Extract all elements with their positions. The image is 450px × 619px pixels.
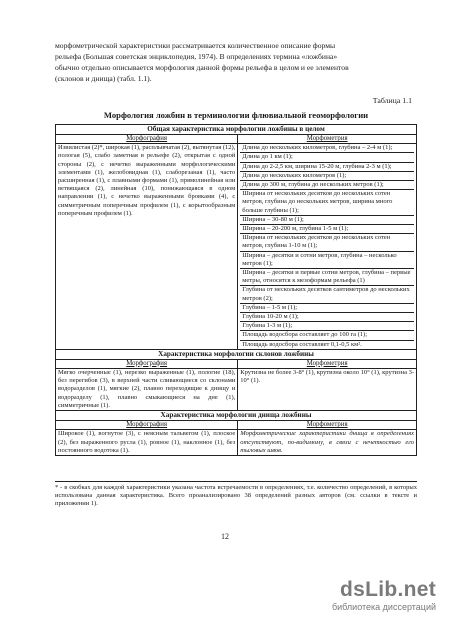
section-title-general: Общая характеристика морфологии ложбины в целом — [56, 125, 417, 135]
morphometry-item: Длина до нескольких километров (1); — [240, 172, 414, 181]
table-title: Морфология ложбин в терминологии флювиальной геоморфологии — [103, 110, 369, 120]
table-row — [56, 144, 417, 350]
column-header-morphometry: Морфометрия — [238, 421, 417, 430]
footnote: * - в скобках для каждой характеристики указана частота встречаемости в определениях, т.е. количество определений, в которых использована данная характеристика. Всего проанализировано 38 определений разных авторов (см. ссылки в тексте и приложении 1). — [55, 481, 417, 509]
watermark — [308, 578, 436, 614]
column-header-morphography: Морфография — [56, 135, 238, 144]
section-header-row — [56, 349, 417, 359]
intro-paragraph — [55, 40, 413, 84]
column-header-morphography: Морфография — [56, 359, 238, 368]
column-header-row — [56, 359, 417, 368]
morphometry-item: Длина до нескольких километров, глубина – 2-4 м (1); — [240, 144, 414, 153]
slopes-morphography-cell: Мягко очерченные (1), нерезко выраженные (1), пологие (18), без перегибов (3), в верхней части сливающиеся со склонами водоразделов (1), мягкие (2), плавно переходящие к днищу и водоразделу (1), плавно смыкающиеся на дне (1), симметричные (1). — [56, 369, 238, 411]
morphometry-item: Ширина от нескольких десятков до нескольких сотен метров, глубина до нескольких метров, ширина много больше глубины (1); — [240, 190, 414, 216]
morphometry-item: Ширина – десятки и сотни метров, глубина – несколько метров (1); — [240, 252, 414, 269]
morphometry-item: Ширина – 20-200 м, глубина 1-5 м (1); — [240, 225, 414, 234]
morphometry-item: Длина до 2-2,5 км, ширина 15-20 м, глубина 2-3 м (1); — [240, 163, 414, 172]
intro-line: обычно отдельно описывается морфология данной формы рельефа в целом и ее элементов — [55, 63, 349, 73]
morphometry-item: Глубина 10-20 м (1); — [240, 313, 414, 322]
morphometry-item: Глубина – 1-5 м (1); — [240, 304, 414, 313]
column-header-morphometry: Морфометрия — [238, 135, 417, 144]
bottom-morphometry-cell: Морфометрические характеристики днища в определениях отсутствуют, по-видимому, в связи с нечеткостью его тыловых швов. — [238, 430, 417, 456]
column-header-morphometry: Морфометрия — [238, 359, 417, 368]
section-title-slopes: Характеристика морфологии склонов ложбины — [56, 349, 417, 359]
table-row — [56, 369, 417, 411]
general-morphography-cell: Извилистая (2)*, широкая (1), расплывчатая (2), вытянутая (12), пологая (5), слабо заметная в рельефе (2), открытая с одной стороны (2), с нечетко выраженными морфологическими элементами (1), желобовидная (1), слаборезаная (1), часто расширенная (1), с плавными формами (1), прямолинейная или ветвящаяся (2), линейная (10), понижающаяся в одном направлении (1), с нечетко выраженными бровками (4), с симметричным поперечным профилем (1), с корытообразным поперечным профилем (1). — [56, 144, 238, 350]
morphometry-item: Площадь водосбора составляет до 100 га (1); — [240, 331, 414, 340]
intro-line: рельефа (Большая советская энциклопедия, 1974). В определениях термина «ложбина» — [55, 52, 338, 62]
section-header-row — [56, 411, 417, 421]
watermark-logo: dsLib.net — [339, 578, 436, 601]
morphometry-item: Глубина 1-3 м (1); — [240, 322, 414, 331]
morphometry-item: Глубина от нескольких десятков сантиметров до нескольких метров (2); — [240, 286, 414, 303]
general-morphometry-cell — [238, 144, 417, 350]
morphometry-item: Длина до 300 м, глубина до нескольких метров (1); — [240, 181, 414, 190]
morphometry-item: Ширина от нескольких десятков до нескольких сотен метров, глубина 1-10 м (1); — [240, 234, 414, 251]
column-header-row — [56, 135, 417, 144]
section-title-bottom: Характеристика морфологии днища ложбины — [56, 411, 417, 421]
column-header-row — [56, 421, 417, 430]
morphometry-item: Ширина – десятки и первые сотни метров, глубина – первые метры, относятся к мезоформам рельефа (1) — [240, 269, 414, 286]
watermark-subtitle: библиотека диссертаций — [331, 602, 436, 612]
morphometry-item: Длина до 1 км (1); — [240, 153, 414, 162]
morphometry-item: Площадь водосбора составляет 0,1-0,5 км². — [242, 340, 362, 348]
morphometry-item: Ширина – 30-80 м (1); — [240, 216, 414, 225]
morphology-table — [55, 124, 417, 456]
table-row — [56, 430, 417, 456]
intro-line: морфометрической характеристики рассматривается количественное описание формы — [55, 41, 336, 50]
bottom-morphography-cell: Широкое (1), вогнутое (3), с неясным тальвегом (1), плоское (2), без выраженного русла (1), ровное (1), наклонное (1), без постоянного водотока (1). — [56, 430, 238, 456]
section-header-row — [56, 125, 417, 135]
table-number-label: Таблица 1.1 — [372, 96, 412, 105]
slopes-morphometry-cell: Крутизна не более 3-8° (1), крутизна около 10° (1), крутизна 3-10° (1). — [238, 369, 417, 411]
column-header-morphography: Морфография — [56, 421, 238, 430]
intro-line: (склонов и днища) (табл. 1.1). — [55, 74, 152, 84]
page-number: 12 — [221, 532, 229, 541]
